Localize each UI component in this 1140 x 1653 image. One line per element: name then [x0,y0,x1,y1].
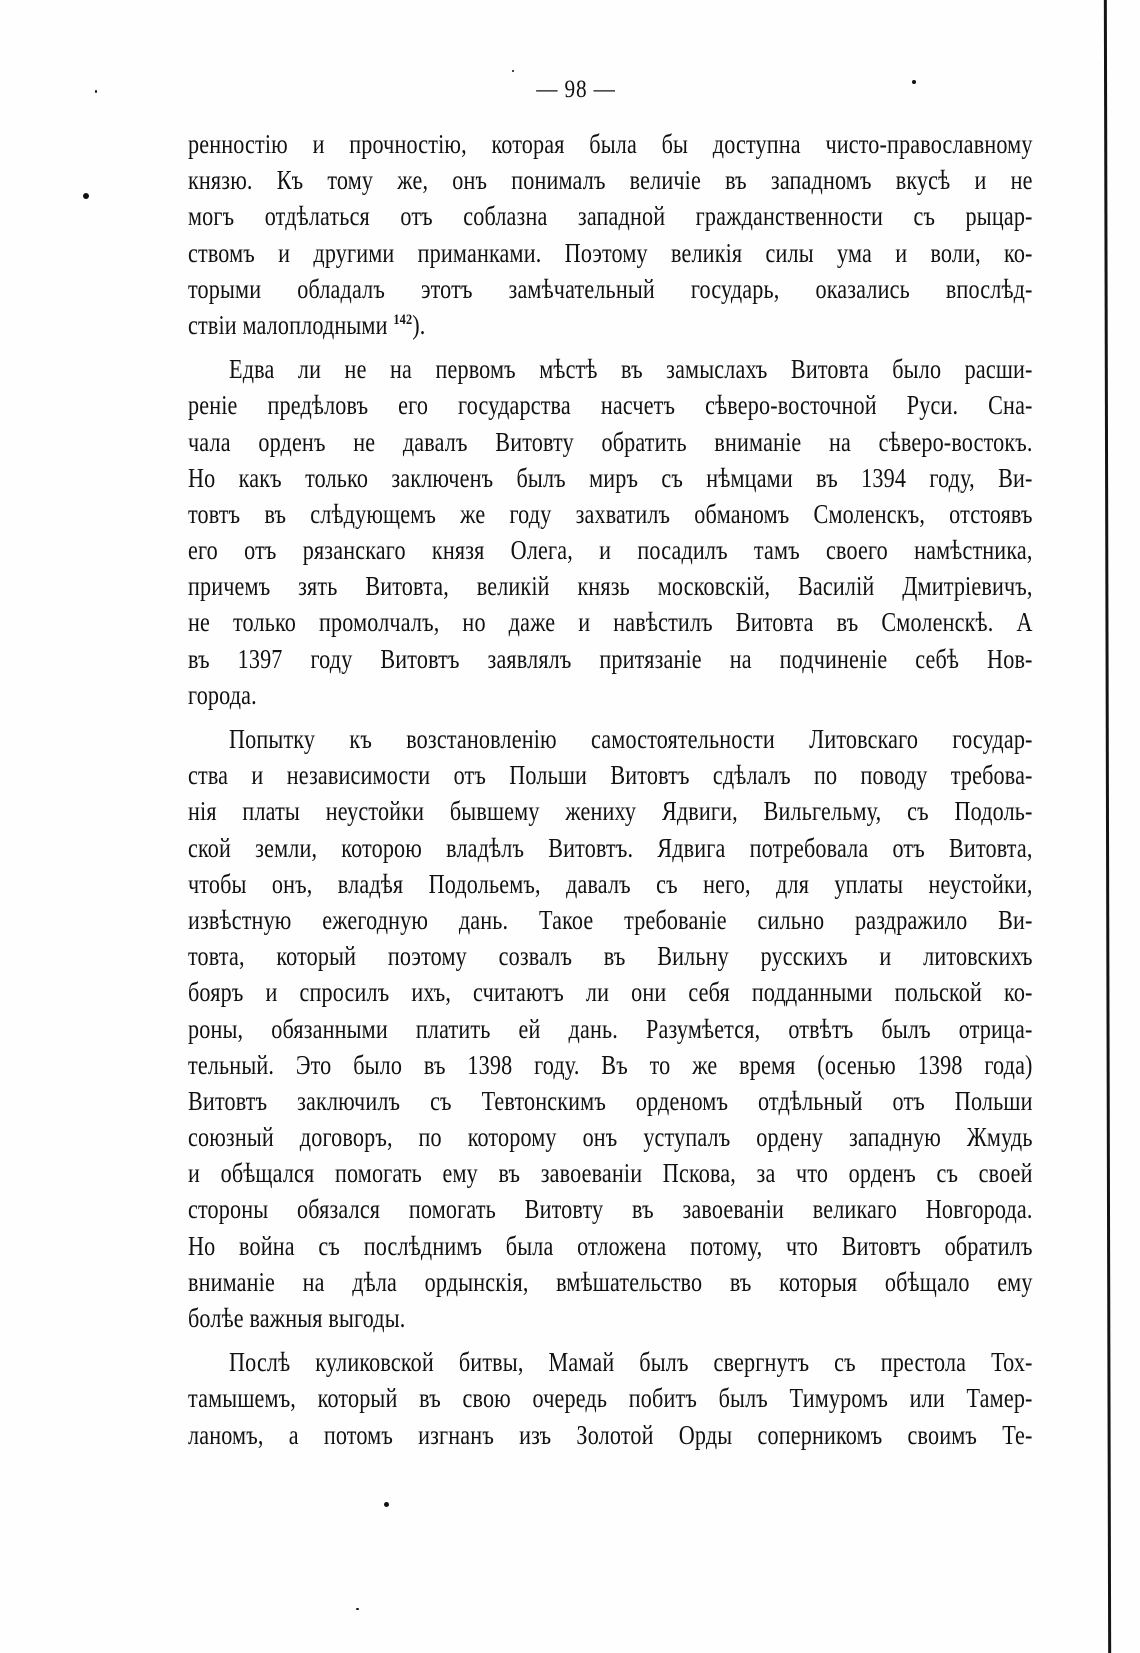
text-line: болѣе важныя выгоды. [188,1303,406,1333]
scan-speck [384,1502,389,1507]
page-number: — 98 — [536,76,616,103]
text-line: Попытку къ возстановленію самостоятельности Литовскаго государ- [229,724,1033,754]
text-line: извѣстную ежегодную дань. Такое требованіе сильно раздражило Ви- [188,904,1033,935]
text-line: тельный. Это было въ 1398 году. Въ то же время (осенью 1398 года) [188,1049,1033,1080]
page-binding-edge [1104,0,1111,1653]
scan-speck [83,193,89,199]
text-line: тамышемъ, который въ свою очередь побитъ былъ Тимуромъ или Тамер- [188,1383,1033,1414]
text-line: города. [188,679,257,710]
text-line: роны, обязанными платить ей дань. Разумѣется, отвѣтъ былъ отрица- [188,1013,1033,1044]
text-line: союзный договоръ, по которому онъ уступалъ ордену западную Жмудь [188,1122,1033,1153]
text-line: причемъ зять Витовта, великій князь московскій, Василій Дмитріевичъ, [188,571,1033,602]
text-line: Витовтъ заключилъ съ Тевтонскимъ орденомъ отдѣльный отъ Польши [188,1085,1033,1116]
text-line: вниманіе на дѣла ордынскія, вмѣшательство въ которыя обѣщало ему [188,1266,1033,1297]
text-line: не только промолчалъ, но даже и навѣстилъ Витовта въ Смоленскѣ. А [188,607,1033,638]
text-line: ской земли, которою владѣлъ Витовтъ. Ядвига потребовала отъ Витовта, [188,832,1033,863]
text-line [188,307,1033,343]
text-line: товтъ въ слѣдующемъ же году захватилъ обманомъ Смоленскъ, отстоявъ [188,498,1033,529]
text-line: князю. Къ тому же, онъ понималъ величіе въ западномъ вкусѣ и не [188,165,1033,196]
text-line: его отъ рязанскаго князя Олега, и посадилъ тамъ своего намѣстника, [188,535,1033,566]
text-line: товта, который поэтому созвалъ въ Вильну русскихъ и литовскихъ [188,941,1033,972]
text-line: чала орденъ не давалъ Витовту обратить вниманіе на сѣверо-востокъ. [188,426,1033,457]
paragraph [188,1344,1060,1453]
text-fragment: ствіи малоплодными [188,309,388,340]
text-line: бояръ и спросилъ ихъ, считаютъ ли они себя подданными польской ко- [188,977,1033,1008]
text-line: ства и независимости отъ Польши Витовтъ сдѣлалъ по поводу требова- [188,760,1033,791]
text-fragment: ). [412,309,426,340]
text-line: Но война съ послѣднимъ была отложена потому, что Витовтъ обратилъ [188,1230,1033,1261]
text-line: ланомъ, а потомъ изгнанъ изъ Золотой Орды соперникомъ своимъ Те- [188,1419,1033,1450]
text-line: и обѣщался помогать ему въ завоеваніи Пскова, за что орденъ съ своей [188,1158,1033,1189]
text-line: реніе предѣловъ его государства насчетъ сѣверо-восточной Руси. Сна- [188,390,1033,421]
text-line: нія платы неустойки бывшему жениху Ядвиги, Вильгельму, съ Подоль- [188,796,1033,827]
text-line: торыми обладалъ этотъ замѣчательный государь, оказались впослѣд- [188,273,1033,304]
text-line: стороны обязался помогать Витовту въ завоеваніи великаго Новгорода. [188,1194,1033,1225]
scan-speck [356,1608,359,1610]
text-line: ренностію и прочностію, которая была бы доступна чисто-православному [188,129,1033,159]
text-line: ствомъ и другими приманками. Поэтому великія силы ума и воли, ко- [188,237,1033,268]
paragraph [188,126,1060,343]
footnote-reference[interactable]: 142 [393,311,413,328]
scan-speck [512,70,514,72]
body-text [188,126,1060,1453]
paragraph [188,351,1060,713]
paragraph [188,721,1060,1336]
text-line: въ 1397 году Витовтъ заявлялъ притязаніе на подчиненіе себѣ Нов- [188,643,1033,674]
text-line: чтобы онъ, владѣя Подольемъ, давалъ съ него, для уплаты неустойки, [188,868,1033,899]
text-line: Послѣ куликовской битвы, Мамай былъ свергнутъ съ престола Тох- [229,1347,1033,1378]
text-line: Но какъ только заключенъ былъ миръ съ нѣмцами въ 1394 году, Ви- [188,462,1033,493]
text-line: Едва ли не на первомъ мѣстѣ въ замыслахъ Витовта было расши- [229,354,1033,385]
text-line: могъ отдѣлаться отъ соблазна западной гражданственности съ рыцар- [188,201,1033,232]
